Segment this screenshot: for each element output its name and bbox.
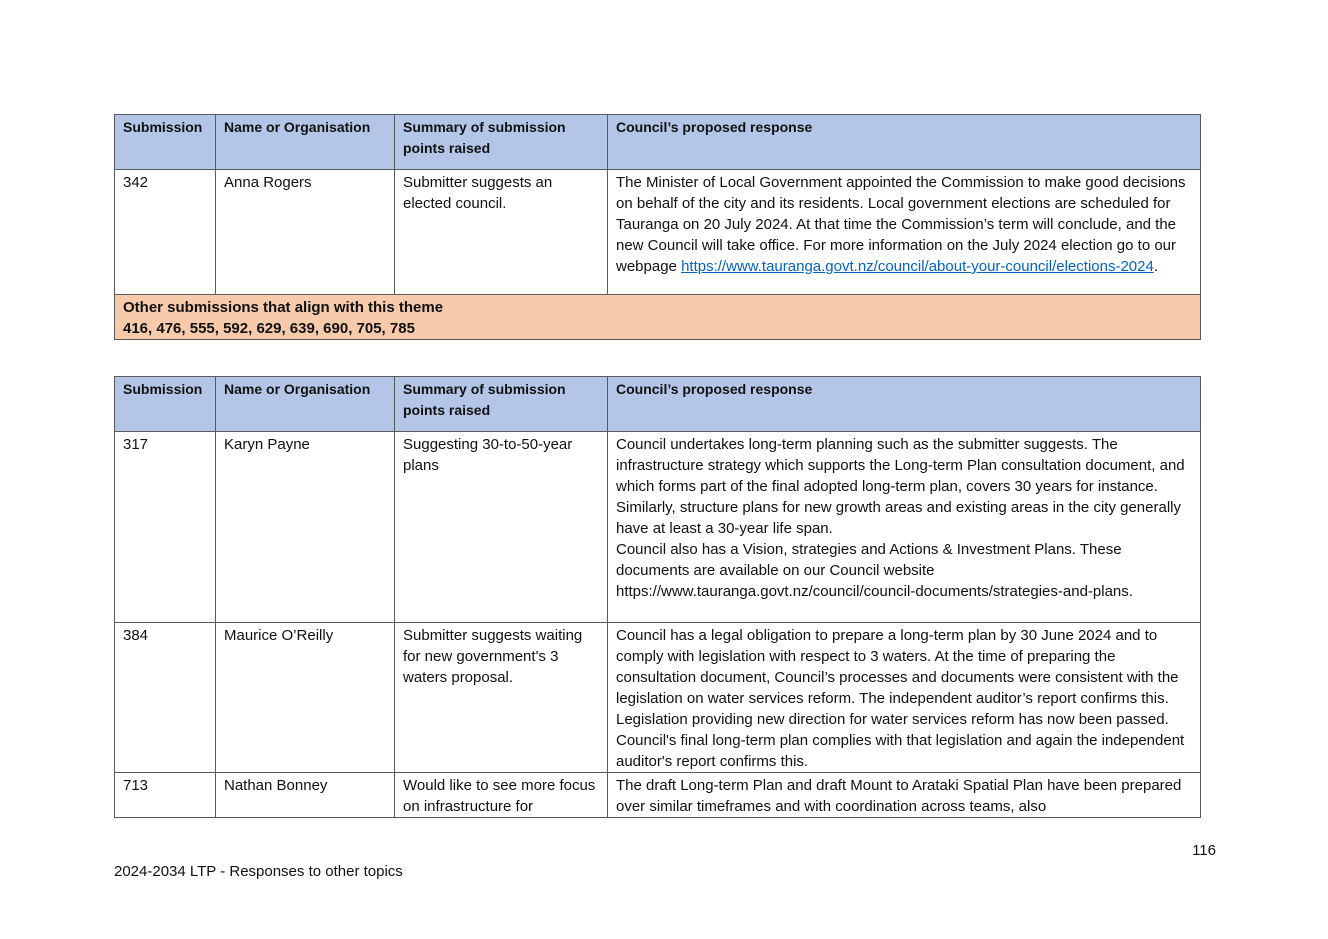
elections-webpage-link[interactable]: https://www.tauranga.govt.nz/council/about-your-council/elections-2024 [681,258,1154,275]
submission-number: 384 [115,623,216,773]
council-response [608,170,1201,295]
header-submission: Submission [115,115,216,170]
other-submissions-cell [115,295,1201,340]
header-submission: Submission [115,377,216,432]
submissions-table-elected-council [114,114,1201,340]
table-header-row [115,115,1201,170]
submission-summary: Would like to see more focus on infrastructure for [395,773,608,818]
table-row [115,623,1201,773]
submission-number: 342 [115,170,216,295]
table-row [115,432,1201,623]
header-response: Council’s proposed response [608,377,1201,432]
submitter-name: Karyn Payne [216,432,395,623]
table-row [115,170,1201,295]
table-header-row [115,377,1201,432]
other-submissions-title: Other submissions that align with this theme [123,299,444,316]
council-response: Council has a legal obligation to prepare a long-term plan by 30 June 2024 and to comply with legislation with respect to 3 waters. At the time of preparing the consultation document, Council’s processes and documents were consistent with the legislation on water services reform. The independent auditor’s report confirms this. Legislation providing new direction for water services reform has now been passed. Council's final long-term plan complies with that legislation and again the independent auditor's report confirms this. [608,623,1201,773]
submitter-name: Nathan Bonney [216,773,395,818]
submission-number: 317 [115,432,216,623]
table-row [115,773,1201,818]
submitter-name: Anna Rogers [216,170,395,295]
other-submissions-numbers: 416, 476, 555, 592, 629, 639, 690, 705, 785 [123,320,415,337]
page-number: 116 [1192,842,1216,859]
council-response [608,432,1201,623]
submission-summary: Submitter suggests an elected council. [395,170,608,295]
submission-summary: Submitter suggests waiting for new government's 3 waters proposal. [395,623,608,773]
header-summary: Summary of submission points raised [395,377,608,432]
other-submissions-row [115,295,1201,340]
council-response: The draft Long-term Plan and draft Mount to Arataki Spatial Plan have been prepared over similar timeframes and with coordination across teams, also [608,773,1201,818]
submission-summary: Suggesting 30-to-50-year plans [395,432,608,623]
response-end: . [1153,258,1158,275]
response-paragraph: Council undertakes long-term planning such as the submitter suggests. The infrastructure strategy which supports the Long-term Plan consultation document, and which forms part of the final adopted long-term plan, covers 30 years for instance. Similarly, structure plans for new growth areas and existing areas in the city generally have at least a 30-year life span. [616,436,1185,537]
header-name: Name or Organisation [216,377,395,432]
header-name: Name or Organisation [216,115,395,170]
response-paragraph: Council also has a Vision, strategies and Actions & Investment Plans. These documents are available on our Council website https://www.tauranga.govt.nz/council/council-documents/strategies-and-plans. [616,541,1133,600]
submissions-table-long-term-planning [114,376,1201,818]
page-footer: 2024-2034 LTP - Responses to other topics [114,863,403,880]
header-response: Council’s proposed response [608,115,1201,170]
submitter-name: Maurice O’Reilly [216,623,395,773]
submission-number: 713 [115,773,216,818]
header-summary: Summary of submission points raised [395,115,608,170]
response-text: The Minister of Local Government appointed the Commission to make good decisions on behalf of the city and its residents. Local government elections are scheduled for Tauranga on 20 July 2024. At that time the Commission’s term will conclude, and the new Council will take office. For more information on the July 2024 election go to our webpage [616,174,1186,275]
